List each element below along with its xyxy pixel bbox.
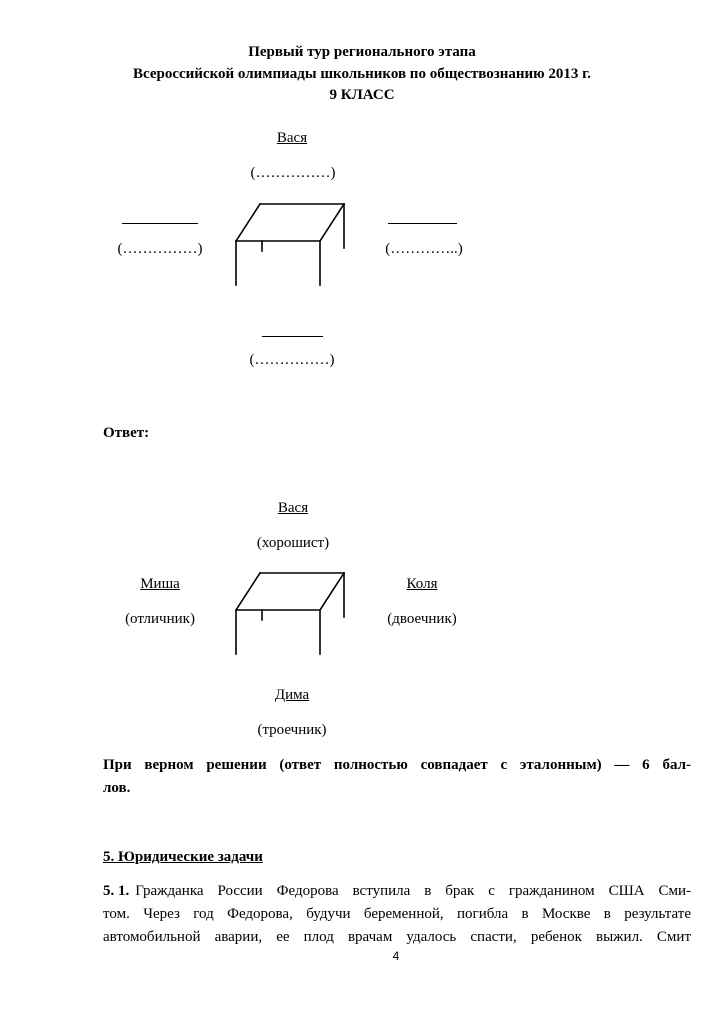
header-line-3: 9 КЛАСС: [329, 87, 395, 103]
task-bottom-paren: (……………): [249, 352, 335, 368]
task-top-name: Вася: [276, 130, 308, 146]
task-left-paren: (……………): [117, 241, 203, 257]
answer-top-grade: (хорошист): [256, 535, 330, 551]
problem-text-1: Гражданка России Федорова вступила в брак с гражданином США Сми-: [135, 883, 691, 899]
answer-left-grade: (отличник): [125, 611, 195, 627]
answer-right-name: Коля: [406, 576, 438, 592]
task-top-paren: (……………): [250, 165, 336, 181]
problem-line-2: том. Через год Федорова, будучи беременной, погибла в Москве в результате: [103, 906, 691, 922]
answer-bottom-name: Дима: [274, 687, 310, 703]
task-left-blank: [122, 223, 198, 224]
header-line-1: Первый тур регионального этапа: [248, 44, 476, 60]
answer-table-icon: [225, 565, 355, 661]
answer-right-grade: (двоечник): [387, 611, 457, 627]
scoring-line-1: При верном решении (ответ полностью совпадает с эталонным) — 6 бал-: [103, 757, 691, 773]
task-table-icon: [225, 196, 355, 292]
answer-bottom-grade: (троечник): [257, 722, 327, 738]
task-right-blank: [388, 223, 457, 224]
answer-label: Ответ:: [103, 425, 150, 441]
header-line-2: Всероссийской олимпиады школьников по обществознанию 2013 г.: [132, 66, 592, 82]
problem-number: 5. 1.: [103, 883, 130, 899]
scoring-line-2: лов.: [103, 780, 131, 796]
page-number: 4: [392, 949, 400, 963]
problem-line-1: [103, 880, 691, 903]
problem-line-3: автомобильной аварии, ее плод врачам удалось спасти, ребенок выжил. Смит: [103, 929, 691, 945]
section-title: 5. Юридические задачи: [103, 849, 263, 865]
task-bottom-blank: [262, 336, 323, 337]
answer-top-name: Вася: [277, 500, 309, 516]
answer-left-name: Миша: [140, 576, 180, 592]
task-right-paren: (…………..): [385, 241, 463, 257]
